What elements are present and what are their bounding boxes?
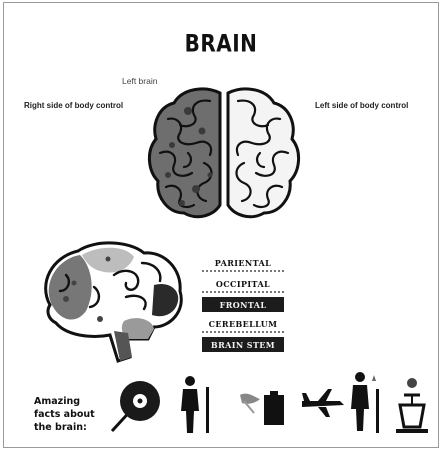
airplane-icon <box>302 389 344 417</box>
legend-item-parietal: PARIENTAL <box>202 255 284 272</box>
label-left-side-body-control: Left side of body control <box>315 101 409 110</box>
amazing-facts-label: Amazing facts about the brain: <box>34 396 95 433</box>
legend-item-frontal: FRONTAL <box>202 297 284 312</box>
label-right-side-body-control: Right side of body control <box>24 101 124 110</box>
brain-lobes-illustration <box>30 235 190 367</box>
legend-item-occipital: OCCIPITAL <box>202 276 284 293</box>
diagram-title: BRAIN <box>184 28 258 58</box>
legend-item-cerebellum: CEREBELLUM <box>202 316 284 333</box>
dripping-person-icon <box>351 372 379 433</box>
film-reel-icon <box>112 381 160 431</box>
right-hemisphere <box>228 89 299 217</box>
label-left-brain: Left brain <box>122 76 158 86</box>
brain-diagram-page <box>3 2 439 448</box>
brain-hemispheres-illustration <box>144 83 304 223</box>
bird-battery-icon <box>240 391 284 425</box>
brain-region-legend <box>202 255 284 356</box>
legend-item-brain-stem: BRAIN STEM <box>202 337 284 352</box>
standing-person-icon <box>181 376 209 433</box>
left-hemisphere <box>149 89 220 217</box>
weighing-scale-icon <box>396 378 428 433</box>
fact-icons-row <box>108 371 438 443</box>
